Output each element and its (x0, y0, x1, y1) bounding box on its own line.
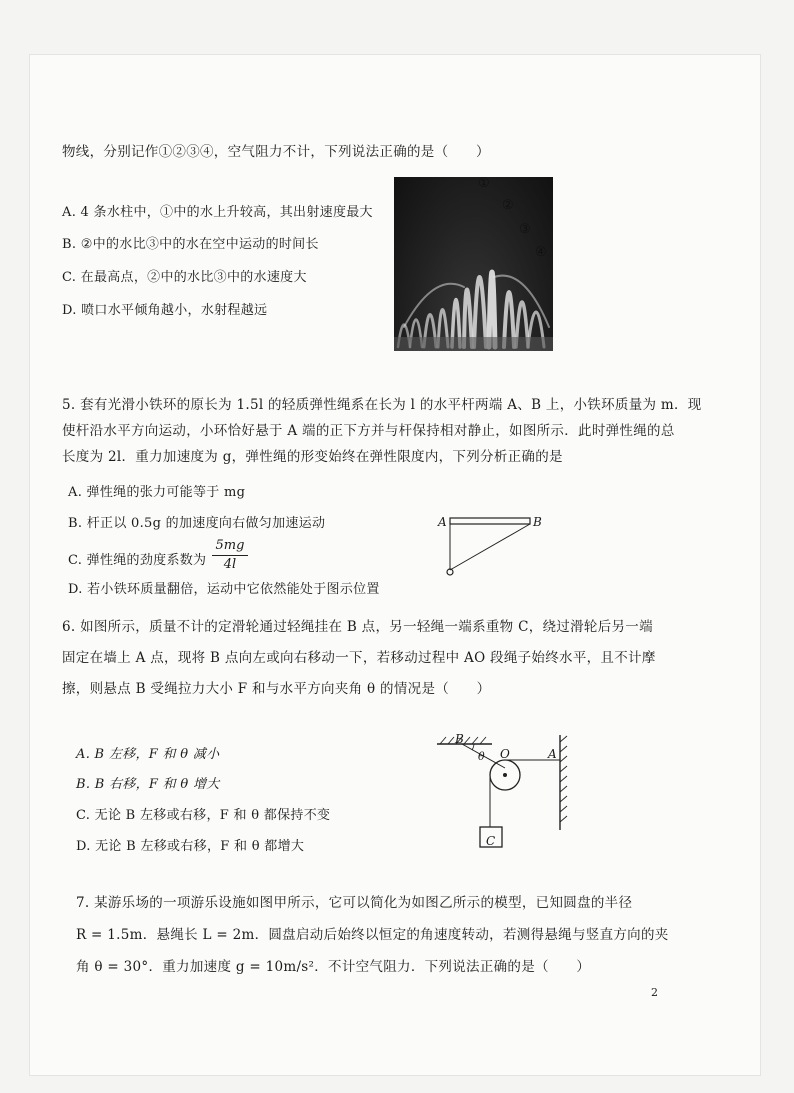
q4-option-d: D. 喷口水平倾角越小，水射程越远 (62, 303, 268, 318)
q5-fraction (212, 537, 248, 574)
page-number: 2 (651, 986, 659, 999)
q7-line-3: 角 θ = 30°．重力加速度 g = 10m/s²．不计空气阻力．下列说法正确的是（ ） (76, 959, 591, 975)
q6-label-theta: θ (478, 750, 485, 763)
q4-option-b: B. ②中的水比③中的水在空中运动的时间长 (62, 237, 319, 252)
q7-line-1: 7. 某游乐场的一项游乐设施如图甲所示，它可以简化为如图乙所示的模型，已知圆盘的半径 (76, 895, 633, 911)
photo-label-3: ③ (519, 222, 531, 237)
q6-option-b: B. B 右移，F 和 θ 增大 (76, 777, 220, 792)
q4-option-c: C. 在最高点，②中的水比③中的水速度大 (62, 270, 307, 285)
q5-option-a: A. 弹性绳的张力可能等于 mg (68, 485, 246, 500)
q5-line-3: 长度为 2l．重力加速度为 g，弹性绳的形变始终在弹性限度内，下列分析正确的是 (62, 449, 563, 465)
q6-label-o: O (500, 747, 511, 761)
q5-label-b: B (533, 515, 543, 529)
q6-option-d: D. 无论 B 左移或右移，F 和 θ 都增大 (76, 839, 305, 854)
q7-line-2: R = 1.5m．悬绳长 L = 2m．圆盘启动后始终以恒定的角速度转动，若测得悬绳与竖直方向的夹 (76, 927, 669, 943)
q6-option-a: A. B 左移，F 和 θ 减小 (76, 747, 220, 762)
q6-label-b: B (455, 732, 465, 746)
q5-label-a: A (438, 515, 447, 529)
fountain-photo (394, 177, 553, 351)
photo-label-4: ④ (535, 245, 547, 260)
fraction-numerator: 5mg (212, 537, 248, 556)
q6-line-3: 擦，则悬点 B 受绳拉力大小 F 和与水平方向夹角 θ 的情况是（ ） (62, 681, 491, 697)
q4-option-a: A. 4 条水柱中，①中的水上升较高，其出射速度最大 (62, 205, 373, 220)
q6-label-c: C (486, 834, 496, 848)
q6-line-1: 6. 如图所示，质量不计的定滑轮通过轻绳挂在 B 点，另一轻绳一端系重物 C，绕过滑轮后另一端 (62, 619, 653, 635)
photo-label-2: ② (502, 198, 514, 213)
photo-label-1: ① (478, 176, 490, 191)
q4-intro: 物线，分别记作①②③④，空气阻力不计，下列说法正确的是（ ） (62, 144, 490, 160)
fraction-denominator: 4l (223, 557, 237, 572)
q5-line-1: 5. 套有光滑小铁环的原长为 1.5l 的轻质弹性绳系在长为 l 的水平杆两端 A、B 上，小铁环质量为 m．现 (62, 397, 702, 413)
q5-option-d: D. 若小铁环质量翻倍，运动中它依然能处于图示位置 (68, 582, 380, 597)
q5-line-2: 使杆沿水平方向运动，小环恰好悬于 A 端的正下方并与杆保持相对静止，如图所示．此时弹性绳的总 (62, 423, 675, 439)
q6-option-c: C. 无论 B 左移或右移，F 和 θ 都保持不变 (76, 808, 331, 823)
q6-line-2: 固定在墙上 A 点，现将 B 点向左或向右移动一下，若移动过程中 AO 段绳子始终水平，且不计摩 (62, 650, 656, 666)
q6-label-a: A (548, 747, 557, 761)
q5-option-c: C. 弹性绳的劲度系数为 (68, 553, 207, 568)
q5-option-b: B. 杆正以 0.5g 的加速度向右做匀加速运动 (68, 516, 326, 531)
